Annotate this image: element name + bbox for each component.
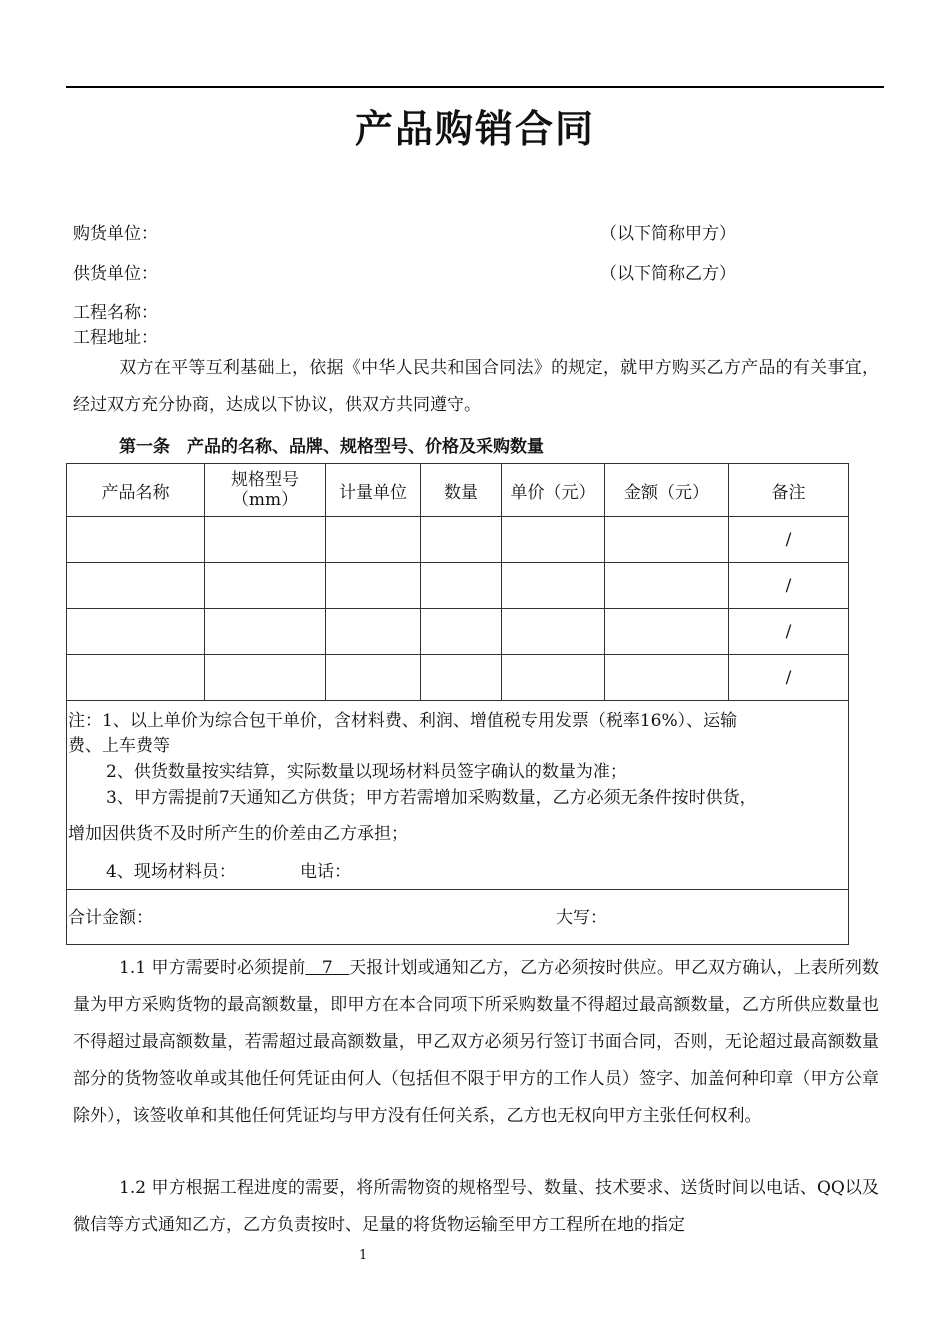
table-row <box>67 517 849 563</box>
cell-unit[interactable] <box>326 609 421 655</box>
cell-unit-price[interactable] <box>502 517 605 563</box>
note-4-phone: 电话： <box>300 862 351 882</box>
page-number: 1 <box>359 1248 368 1263</box>
cell-product-name[interactable] <box>67 563 205 609</box>
header-unit: 计量单位 <box>326 464 421 517</box>
note-3-line-1: 3、甲方需提前7天通知乙方供货；甲方若需增加采购数量，乙方必须无条件按时供货， <box>106 788 757 808</box>
buyer-alias: （以下简称甲方） <box>600 224 736 244</box>
header-unit-price: 单价（元） <box>502 464 605 517</box>
cell-quantity[interactable] <box>421 609 502 655</box>
header-amount: 金额（元） <box>605 464 729 517</box>
cell-unit-price[interactable] <box>502 609 605 655</box>
cell-quantity[interactable] <box>421 517 502 563</box>
intro-paragraph <box>73 350 879 424</box>
buyer-label: 购货单位： <box>73 224 158 244</box>
clause-1-1-prefix: 1.1 甲方需要时必须提前 <box>119 958 306 978</box>
table-row <box>67 609 849 655</box>
clause-1-1-days <box>305 958 349 978</box>
header-spec-label: 规格型号 <box>231 470 299 490</box>
notes-cell <box>67 701 849 890</box>
clause-1-1-days-value: 7 <box>321 958 333 978</box>
total-amount-label: 合计金额： <box>68 908 153 928</box>
cell-quantity[interactable] <box>421 655 502 701</box>
note-1-line-2: 费、上车费等 <box>68 736 170 756</box>
cell-unit[interactable] <box>326 655 421 701</box>
clause-1-1 <box>73 950 879 1135</box>
goods-table <box>66 463 849 945</box>
cell-amount[interactable] <box>605 517 729 563</box>
header-remark: 备注 <box>729 464 849 517</box>
table-row <box>67 563 849 609</box>
cell-spec[interactable] <box>205 563 326 609</box>
cell-product-name[interactable] <box>67 517 205 563</box>
cell-amount[interactable] <box>605 655 729 701</box>
intro-text: 双方在平等互利基础上，依据《中华人民共和国合同法》的规定，就甲方购买乙方产品的有关事宜，经过双方充分协商，达成以下协议，供双方共同遵守。 <box>73 358 879 415</box>
cell-remark: / <box>729 517 849 563</box>
cell-spec[interactable] <box>205 609 326 655</box>
capital-amount-label: 大写： <box>556 908 607 928</box>
cell-unit-price[interactable] <box>502 563 605 609</box>
cell-remark: / <box>729 655 849 701</box>
header-spec <box>205 464 326 517</box>
notes-row <box>67 701 849 890</box>
cell-product-name[interactable] <box>67 609 205 655</box>
cell-remark: / <box>729 563 849 609</box>
total-row <box>67 890 849 945</box>
cell-unit[interactable] <box>326 563 421 609</box>
total-cell <box>67 890 849 945</box>
header-quantity: 数量 <box>421 464 502 517</box>
header-rule <box>66 86 884 88</box>
cell-unit-price[interactable] <box>502 655 605 701</box>
note-1-line-1: 注：1、以上单价为综合包干单价，含材料费、利润、增值税专用发票（税率16%）、运输 <box>68 711 738 731</box>
cell-quantity[interactable] <box>421 563 502 609</box>
project-address-label: 工程地址： <box>73 328 158 348</box>
header-product-name: 产品名称 <box>67 464 205 517</box>
project-name-label: 工程名称： <box>73 303 158 323</box>
note-3-line-2: 增加因供货不及时所产生的价差由乙方承担； <box>68 824 408 844</box>
table-row <box>67 655 849 701</box>
cell-amount[interactable] <box>605 563 729 609</box>
cell-unit[interactable] <box>326 517 421 563</box>
table-header-row <box>67 464 849 517</box>
supplier-label: 供货单位： <box>73 264 158 284</box>
note-2: 2、供货数量按实结算，实际数量以现场材料员签字确认的数量为准； <box>106 762 627 782</box>
clause-1-1-suffix: 天报计划或通知乙方，乙方必须按时供应。甲乙双方确认，上表所列数量为甲方采购货物的最高额数量，即甲方在本合同项下所采购数量不得超过最高额数量，乙方所供应数量也不得超过最高额数量，若需超过最高额数量，甲乙双方必须另行签订书面合同，否则，无论超过最高额数量部分的货物签收单或其他任何凭证由何人（包括但不限于甲方的工作人员）签字、加盖何种印章（甲方公章除外），该签收单和其他任何凭证均与甲方没有任何关系，乙方也无权向甲方主张任何权利。 <box>73 958 879 1126</box>
cell-spec[interactable] <box>205 517 326 563</box>
cell-product-name[interactable] <box>67 655 205 701</box>
cell-amount[interactable] <box>605 609 729 655</box>
clause-1-2-text: 1.2 甲方根据工程进度的需要，将所需物资的规格型号、数量、技术要求、送货时间以电话、QQ以及微信等方式通知乙方，乙方负责按时、足量的将货物运输至甲方工程所在地的指定 <box>73 1178 879 1235</box>
article-1-heading: 第一条 产品的名称、品牌、规格型号、价格及采购数量 <box>119 437 544 457</box>
header-spec-unit: （mm） <box>231 490 299 510</box>
cell-spec[interactable] <box>205 655 326 701</box>
note-4-material-clerk: 4、现场材料员： <box>106 862 236 882</box>
document-title: 产品购销合同 <box>354 107 595 151</box>
cell-remark: / <box>729 609 849 655</box>
clause-1-2 <box>73 1170 879 1244</box>
supplier-alias: （以下简称乙方） <box>600 264 736 284</box>
